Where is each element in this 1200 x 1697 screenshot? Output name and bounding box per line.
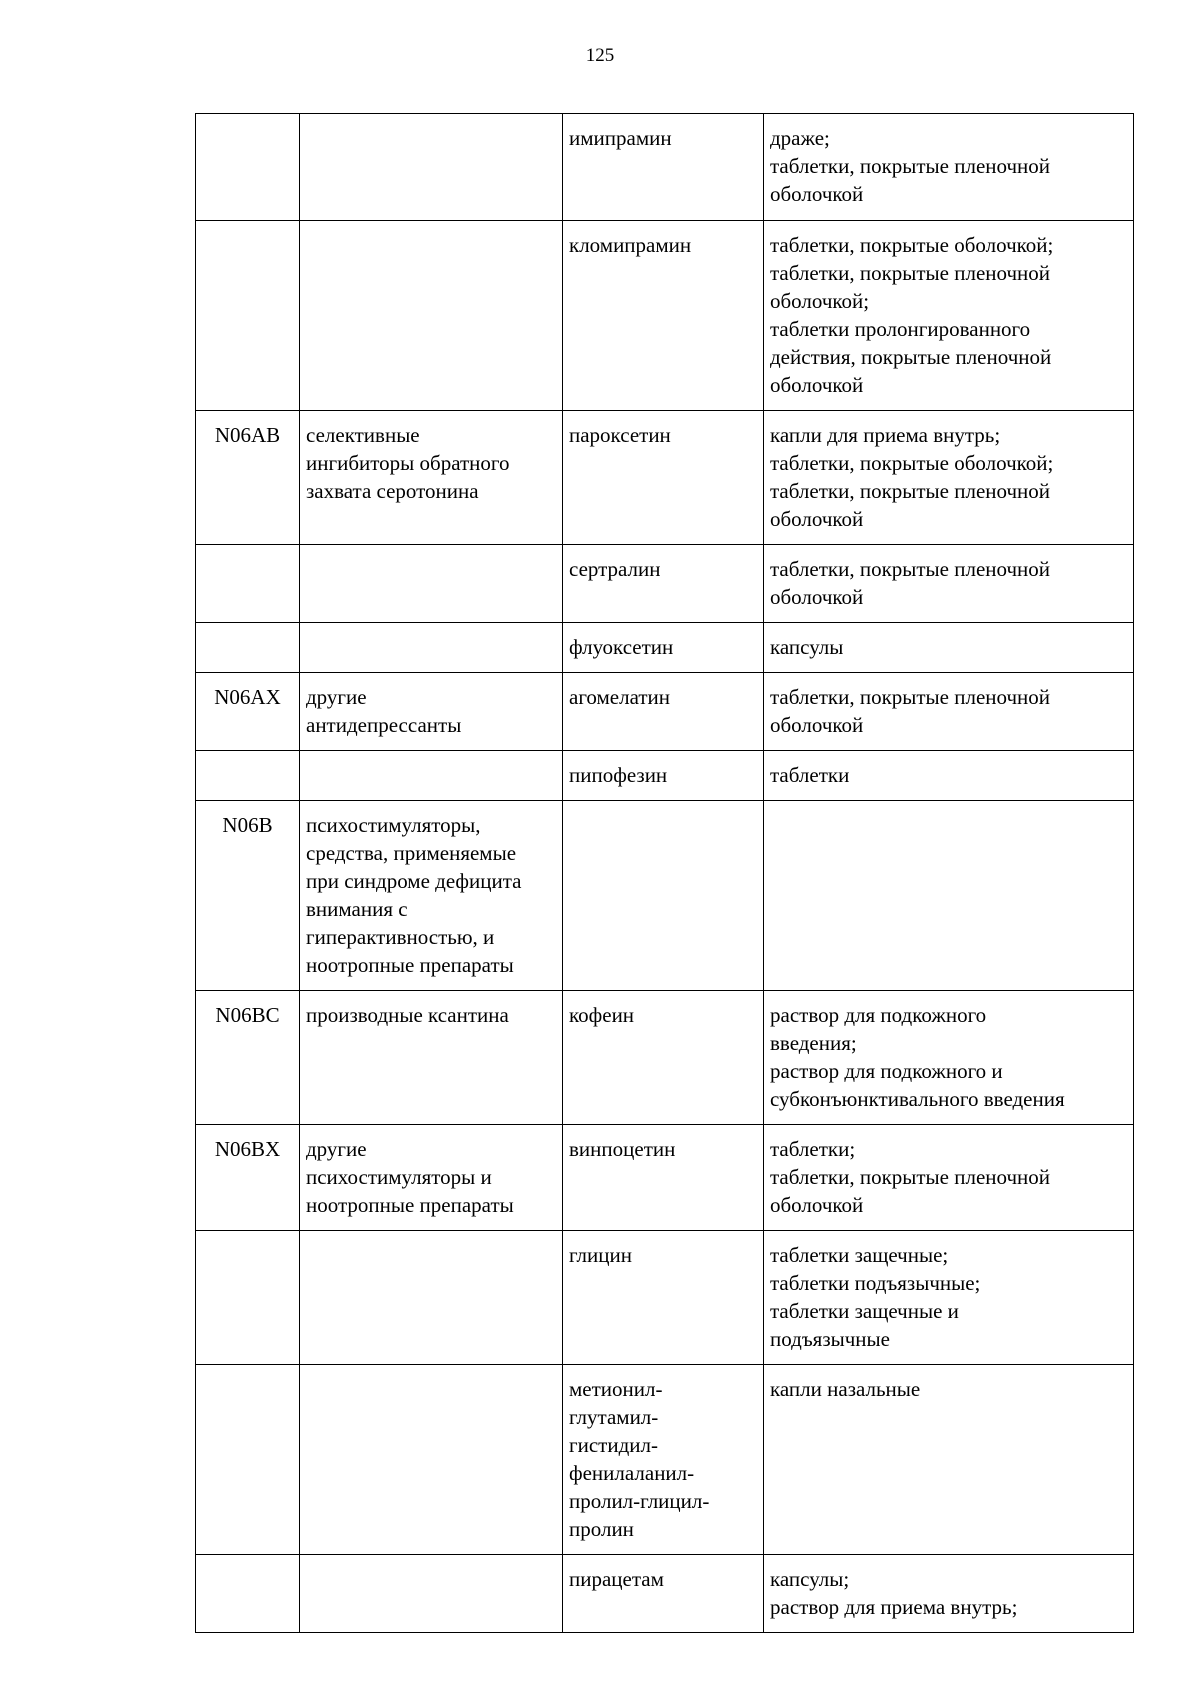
table-row bbox=[196, 221, 1134, 411]
drug-name-cell: метионил- глутамил- гистидил- фенилаланил- пролил-глицил- пролин bbox=[563, 1365, 764, 1555]
dosage-form-cell: таблетки, покрытые оболочкой; таблетки, покрытые пленочной оболочкой; таблетки пролонгированного действия, покрытые пленочной оболочкой bbox=[764, 221, 1134, 411]
table-row bbox=[196, 1555, 1134, 1633]
anatomical-therapeutic-group-cell: другие антидепрессанты bbox=[300, 673, 563, 751]
atc-code-cell bbox=[196, 1231, 300, 1365]
dosage-form-cell: таблетки bbox=[764, 751, 1134, 801]
table-row bbox=[196, 1231, 1134, 1365]
drug-name-cell: пароксетин bbox=[563, 411, 764, 545]
drug-name-cell: пирацетам bbox=[563, 1555, 764, 1633]
dosage-form-cell: драже; таблетки, покрытые пленочной оболочкой bbox=[764, 114, 1134, 221]
table-row bbox=[196, 114, 1134, 221]
drug-name-cell: флуоксетин bbox=[563, 623, 764, 673]
dosage-form-cell bbox=[764, 801, 1134, 991]
anatomical-therapeutic-group-cell bbox=[300, 623, 563, 673]
dosage-form-cell: таблетки, покрытые пленочной оболочкой bbox=[764, 545, 1134, 623]
table-row bbox=[196, 801, 1134, 991]
anatomical-therapeutic-group-cell bbox=[300, 221, 563, 411]
table-row bbox=[196, 623, 1134, 673]
anatomical-therapeutic-group-cell bbox=[300, 1365, 563, 1555]
atc-code-cell bbox=[196, 221, 300, 411]
drug-name-cell bbox=[563, 801, 764, 991]
table-row bbox=[196, 673, 1134, 751]
dosage-form-cell: таблетки защечные; таблетки подъязычные; таблетки защечные и подъязычные bbox=[764, 1231, 1134, 1365]
page-number: 125 bbox=[585, 45, 615, 66]
table-row bbox=[196, 1365, 1134, 1555]
drug-classification-table bbox=[195, 113, 1134, 1633]
atc-code-cell bbox=[196, 545, 300, 623]
dosage-form-cell: капсулы bbox=[764, 623, 1134, 673]
drug-name-cell: кломипрамин bbox=[563, 221, 764, 411]
atc-code-cell: N06AX bbox=[196, 673, 300, 751]
anatomical-therapeutic-group-cell: другие психостимуляторы и ноотропные препараты bbox=[300, 1125, 563, 1231]
drug-name-cell: винпоцетин bbox=[563, 1125, 764, 1231]
anatomical-therapeutic-group-cell: производные ксантина bbox=[300, 991, 563, 1125]
anatomical-therapeutic-group-cell: психостимуляторы, средства, применяемые при синдроме дефицита внимания с гиперактивностью, и ноотропные препараты bbox=[300, 801, 563, 991]
dosage-form-cell: раствор для подкожного введения; раствор для подкожного и субконъюнктивального введения bbox=[764, 991, 1134, 1125]
table-row bbox=[196, 1125, 1134, 1231]
dosage-form-cell: таблетки, покрытые пленочной оболочкой bbox=[764, 673, 1134, 751]
atc-code-cell bbox=[196, 114, 300, 221]
atc-code-cell bbox=[196, 623, 300, 673]
anatomical-therapeutic-group-cell bbox=[300, 1231, 563, 1365]
anatomical-therapeutic-group-cell: селективные ингибиторы обратного захвата серотонина bbox=[300, 411, 563, 545]
table-row bbox=[196, 545, 1134, 623]
atc-code-cell bbox=[196, 1555, 300, 1633]
dosage-form-cell: таблетки; таблетки, покрытые пленочной оболочкой bbox=[764, 1125, 1134, 1231]
drug-name-cell: пипофезин bbox=[563, 751, 764, 801]
atc-code-cell bbox=[196, 1365, 300, 1555]
atc-code-cell bbox=[196, 751, 300, 801]
dosage-form-cell: капли для приема внутрь; таблетки, покрытые оболочкой; таблетки, покрытые пленочной оболочкой bbox=[764, 411, 1134, 545]
anatomical-therapeutic-group-cell bbox=[300, 114, 563, 221]
drug-name-cell: кофеин bbox=[563, 991, 764, 1125]
atc-code-cell: N06B bbox=[196, 801, 300, 991]
dosage-form-cell: капли назальные bbox=[764, 1365, 1134, 1555]
dosage-form-cell: капсулы; раствор для приема внутрь; bbox=[764, 1555, 1134, 1633]
anatomical-therapeutic-group-cell bbox=[300, 1555, 563, 1633]
atc-code-cell: N06AB bbox=[196, 411, 300, 545]
drug-name-cell: имипрамин bbox=[563, 114, 764, 221]
table-row bbox=[196, 411, 1134, 545]
anatomical-therapeutic-group-cell bbox=[300, 751, 563, 801]
drug-name-cell: глицин bbox=[563, 1231, 764, 1365]
table-row bbox=[196, 751, 1134, 801]
drug-name-cell: сертралин bbox=[563, 545, 764, 623]
anatomical-therapeutic-group-cell bbox=[300, 545, 563, 623]
table-row bbox=[196, 991, 1134, 1125]
drug-name-cell: агомелатин bbox=[563, 673, 764, 751]
atc-code-cell: N06BX bbox=[196, 1125, 300, 1231]
atc-code-cell: N06BC bbox=[196, 991, 300, 1125]
